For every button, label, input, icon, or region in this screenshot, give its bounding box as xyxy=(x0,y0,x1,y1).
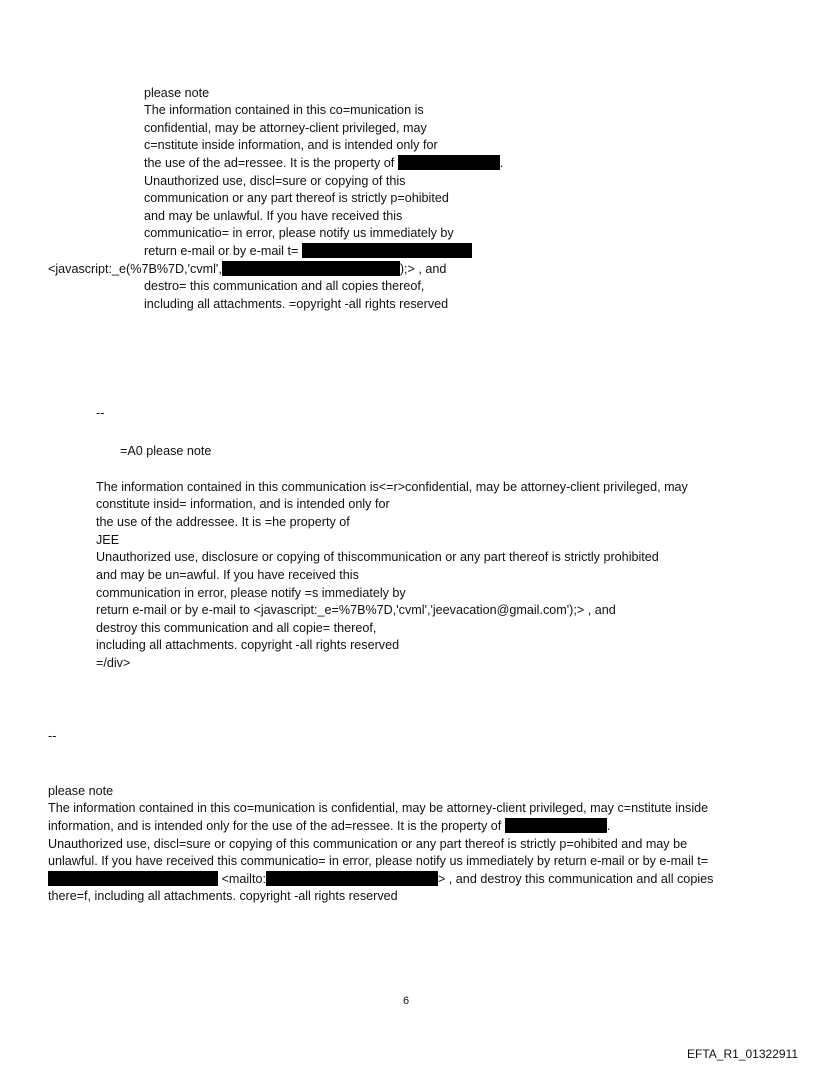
block3-line: unlawful. If you have received this communicatio= in error, please notify us immediately by return e-mail or by e-mail t= xyxy=(48,854,709,868)
block3-line-end: . xyxy=(606,819,611,833)
block2-line: communication in error, please notify =s immediately by xyxy=(96,586,406,600)
block2-line: =/div> xyxy=(96,656,131,670)
separator: -- xyxy=(48,729,57,743)
document-id-footer: EFTA_R1_01322911 xyxy=(687,1047,798,1061)
block2-line: Unauthorized use, disclosure or copying of thiscommunication or any part thereof is strictly prohibited xyxy=(96,550,659,564)
redaction-box xyxy=(222,261,400,276)
block1-line: c=nstitute inside information, and is intended only for xyxy=(144,138,438,152)
block1-line: Unauthorized use, discl=sure or copying of this xyxy=(144,174,406,188)
redaction-box xyxy=(48,871,218,886)
page-number: 6 xyxy=(403,995,410,1007)
block1-line: confidential, may be attorney-client privileged, may xyxy=(144,121,427,135)
block2-line: JEE xyxy=(96,533,120,547)
block3-line: The information contained in this co=munication is confidential, may be attorney-client privileged, may c=nstitute inside xyxy=(48,801,709,815)
block3-line-text: information, and is intended only for the use of the ad=ressee. It is the property of xyxy=(48,819,502,833)
block1-line-text: <javascript:_e(%7B%7D,'cvml', xyxy=(48,262,222,276)
block3-line: please note xyxy=(48,784,114,798)
block2-line: =A0 please note xyxy=(120,444,212,458)
block1-line: please note xyxy=(144,86,210,100)
redaction-box xyxy=(505,818,607,833)
block2-line: The information contained in this communication is<=r>confidential, may be attorney-client privileged, may xyxy=(96,480,688,494)
block1-line: communication or any part thereof is strictly p=ohibited xyxy=(144,191,449,205)
block1-line xyxy=(48,261,446,279)
block1-line: communicatio= in error, please notify us immediately by xyxy=(144,226,454,240)
block1-line: and may be unlawful. If you have received this xyxy=(144,209,403,223)
block1-line xyxy=(144,243,472,261)
block2-line: the use of the addressee. It is =he property of xyxy=(96,515,350,529)
block2-line: including all attachments. copyright -all rights reserved xyxy=(96,638,400,652)
block1-line-text: the use of the ad=ressee. It is the property of xyxy=(144,156,395,170)
block3-line: there=f, including all attachments. copyright -all rights reserved xyxy=(48,889,398,903)
block2-line: destroy this communication and all copie= thereof, xyxy=(96,621,377,635)
block1-line-end: . xyxy=(499,156,504,170)
redaction-box xyxy=(266,871,438,886)
block3-line-text: <mailto: xyxy=(221,872,266,886)
redaction-box xyxy=(302,243,472,258)
block2-line: return e-mail or by e-mail to <javascript:_e=%7B%7D,'cvml','jeevacation@gmail.com');> , and xyxy=(96,603,616,617)
block1-line xyxy=(144,155,503,173)
block3-line xyxy=(48,818,610,836)
block2-line: constitute insid= information, and is intended only for xyxy=(96,497,390,511)
block1-line: The information contained in this co=munication is xyxy=(144,103,424,117)
block3-line: Unauthorized use, discl=sure or copying of this communication or any part thereof is strictly p=ohibited and may be xyxy=(48,837,688,851)
block2-line: and may be un=awful. If you have received this xyxy=(96,568,359,582)
block3-line xyxy=(48,871,713,889)
block1-line: destro= this communication and all copies thereof, xyxy=(144,279,425,293)
block3-line-text: > , and destroy this communication and all copies xyxy=(437,872,714,886)
redaction-box xyxy=(398,155,500,170)
block1-line-text: return e-mail or by e-mail t= xyxy=(144,244,299,258)
separator: -- xyxy=(96,406,105,420)
block1-line-text: );> , and xyxy=(399,262,447,276)
block1-line: including all attachments. =opyright -all rights reserved xyxy=(144,297,449,311)
